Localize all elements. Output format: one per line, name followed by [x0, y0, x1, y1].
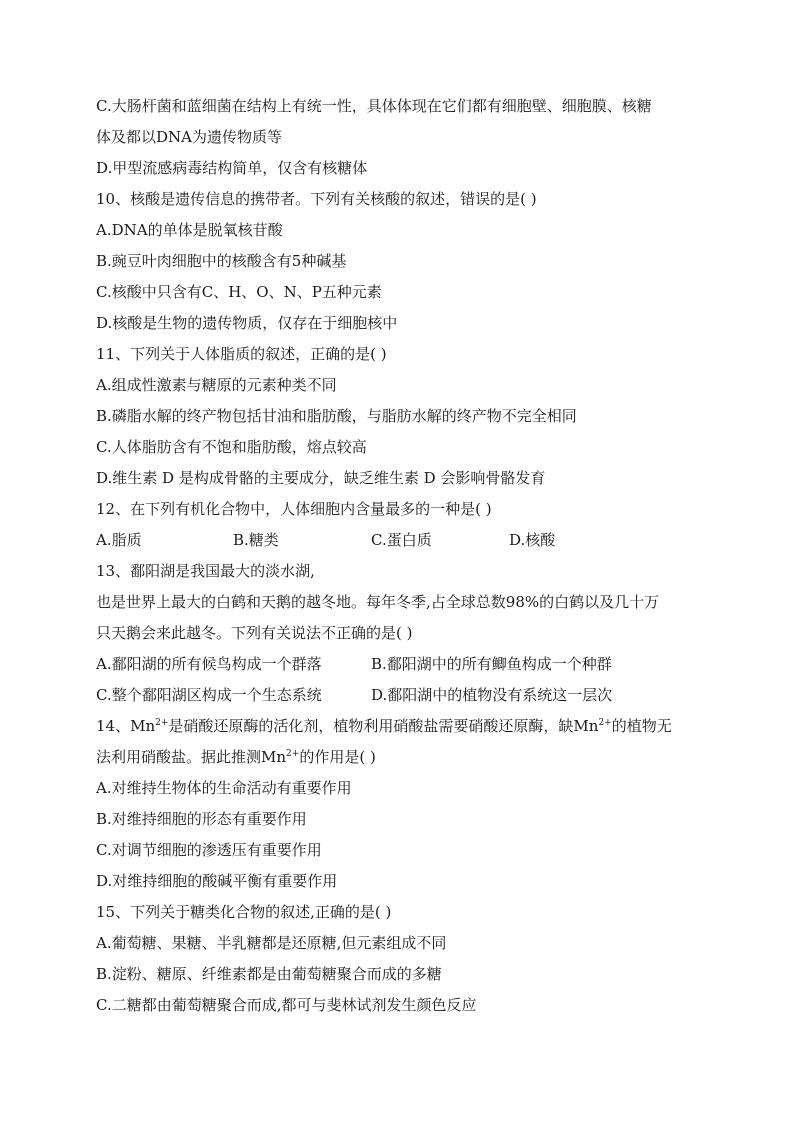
q15-option-c: C.二糖都由葡萄糖聚合而成,都可与斐林试剂发生颜色反应 — [96, 996, 477, 1014]
q11-option-b: B.磷脂水解的终产物包括甘油和脂肪酸，与脂肪水解的终产物不完全相同 — [96, 407, 577, 425]
q11-stem: 11、下列关于人体脂质的叙述，正确的是( ) — [96, 345, 387, 363]
q13-stem-line1: 13、鄱阳湖是我国最大的淡水湖, — [96, 562, 315, 580]
q11-option-c: C.人体脂肪含有不饱和脂肪酸，熔点较高 — [96, 438, 367, 456]
q13-option-a: A.鄱阳湖的所有候鸟构成一个群落 — [96, 655, 322, 673]
q11-option-d: D.维生素 D 是构成骨骼的主要成分，缺乏维生素 D 会影响骨骼发育 — [96, 469, 546, 487]
q14-option-c: C.对调节细胞的渗透压有重要作用 — [96, 841, 322, 859]
q14-text-a: 是硝酸还原酶的活化剂，植物利用硝酸盐需要硝酸还原酶，缺 — [168, 717, 574, 735]
q12-stem: 12、在下列有机化合物中，人体细胞内含量最多的一种是( ) — [96, 500, 492, 518]
q12-option-c: C.蛋白质 — [371, 531, 432, 549]
q14-ion-charge-3: 2+ — [286, 749, 300, 759]
q9-option-c-line2: 体及都以DNA为遗传物质等 — [96, 128, 282, 146]
q14-number: 14、 — [96, 717, 131, 735]
q13-option-d: D.鄱阳湖中的植物没有系统这一层次 — [371, 686, 613, 704]
q15-option-b: B.淀粉、糖原、纤维素都是由葡萄糖聚合而成的多糖 — [96, 965, 442, 983]
q14-ion-charge-2: 2+ — [598, 718, 612, 728]
q10-option-c: C.核酸中只含有C、H、O、N、P五种元素 — [96, 283, 382, 301]
q14-ion-charge: 2+ — [155, 718, 169, 728]
q12-option-b: B.糖类 — [233, 531, 279, 549]
q14-option-a: A.对维持生物体的生命活动有重要作用 — [96, 779, 352, 797]
q13-option-c: C.整个鄱阳湖区构成一个生态系统 — [96, 686, 322, 704]
q11-option-a: A.组成性激素与糖原的元素种类不同 — [96, 376, 337, 394]
q14-ion: Mn — [130, 717, 156, 735]
q14-ion-2: Mn — [573, 717, 599, 735]
q14-stem-line2 — [96, 747, 734, 767]
q12-option-d: D.核酸 — [509, 531, 556, 549]
q10-option-b: B.豌豆叶肉细胞中的核酸含有5种碱基 — [96, 252, 347, 270]
q10-stem: 10、核酸是遗传信息的携带者。下列有关核酸的叙述，错误的是( ) — [96, 190, 537, 208]
q9-option-d: D.甲型流感病毒结构简单，仅含有核糖体 — [96, 159, 368, 177]
q10-option-a: A.DNA的单体是脱氧核苷酸 — [96, 221, 283, 239]
q14-ion-3: Mn — [261, 748, 287, 766]
q14-text-d: 的作用是( ) — [299, 748, 376, 766]
q14-text-b: 的植物无 — [611, 717, 672, 735]
q13-option-b: B.鄱阳湖中的所有鲫鱼构成一个种群 — [371, 655, 612, 673]
q13-stem-line2: 也是世界上最大的白鹤和天鹅的越冬地。每年冬季,占全球总数98%的白鹤以及几十万 — [96, 593, 660, 611]
q15-stem: 15、下列关于糖类化合物的叙述,正确的是( ) — [96, 903, 392, 921]
q13-stem-line3: 只天鹅会来此越冬。下列有关说法不正确的是( ) — [96, 624, 413, 642]
q14-option-b: B.对维持细胞的形态有重要作用 — [96, 810, 307, 828]
q10-option-d: D.核酸是生物的遗传物质，仅存在于细胞核中 — [96, 314, 398, 332]
q14-option-d: D.对维持细胞的酸碱平衡有重要作用 — [96, 872, 338, 890]
q15-option-a: A.葡萄糖、果糖、半乳糖都是还原糖,但元素组成不同 — [96, 934, 447, 952]
q12-option-a: A.脂质 — [96, 531, 142, 549]
q9-option-c-line1: C.大肠杆菌和蓝细菌在结构上有统一性，具体体现在它们都有细胞壁、细胞膜、核糖 — [96, 97, 652, 115]
q14-stem-line1 — [96, 716, 734, 736]
q14-text-c: 法利用硝酸盐。据此推测 — [96, 748, 262, 766]
